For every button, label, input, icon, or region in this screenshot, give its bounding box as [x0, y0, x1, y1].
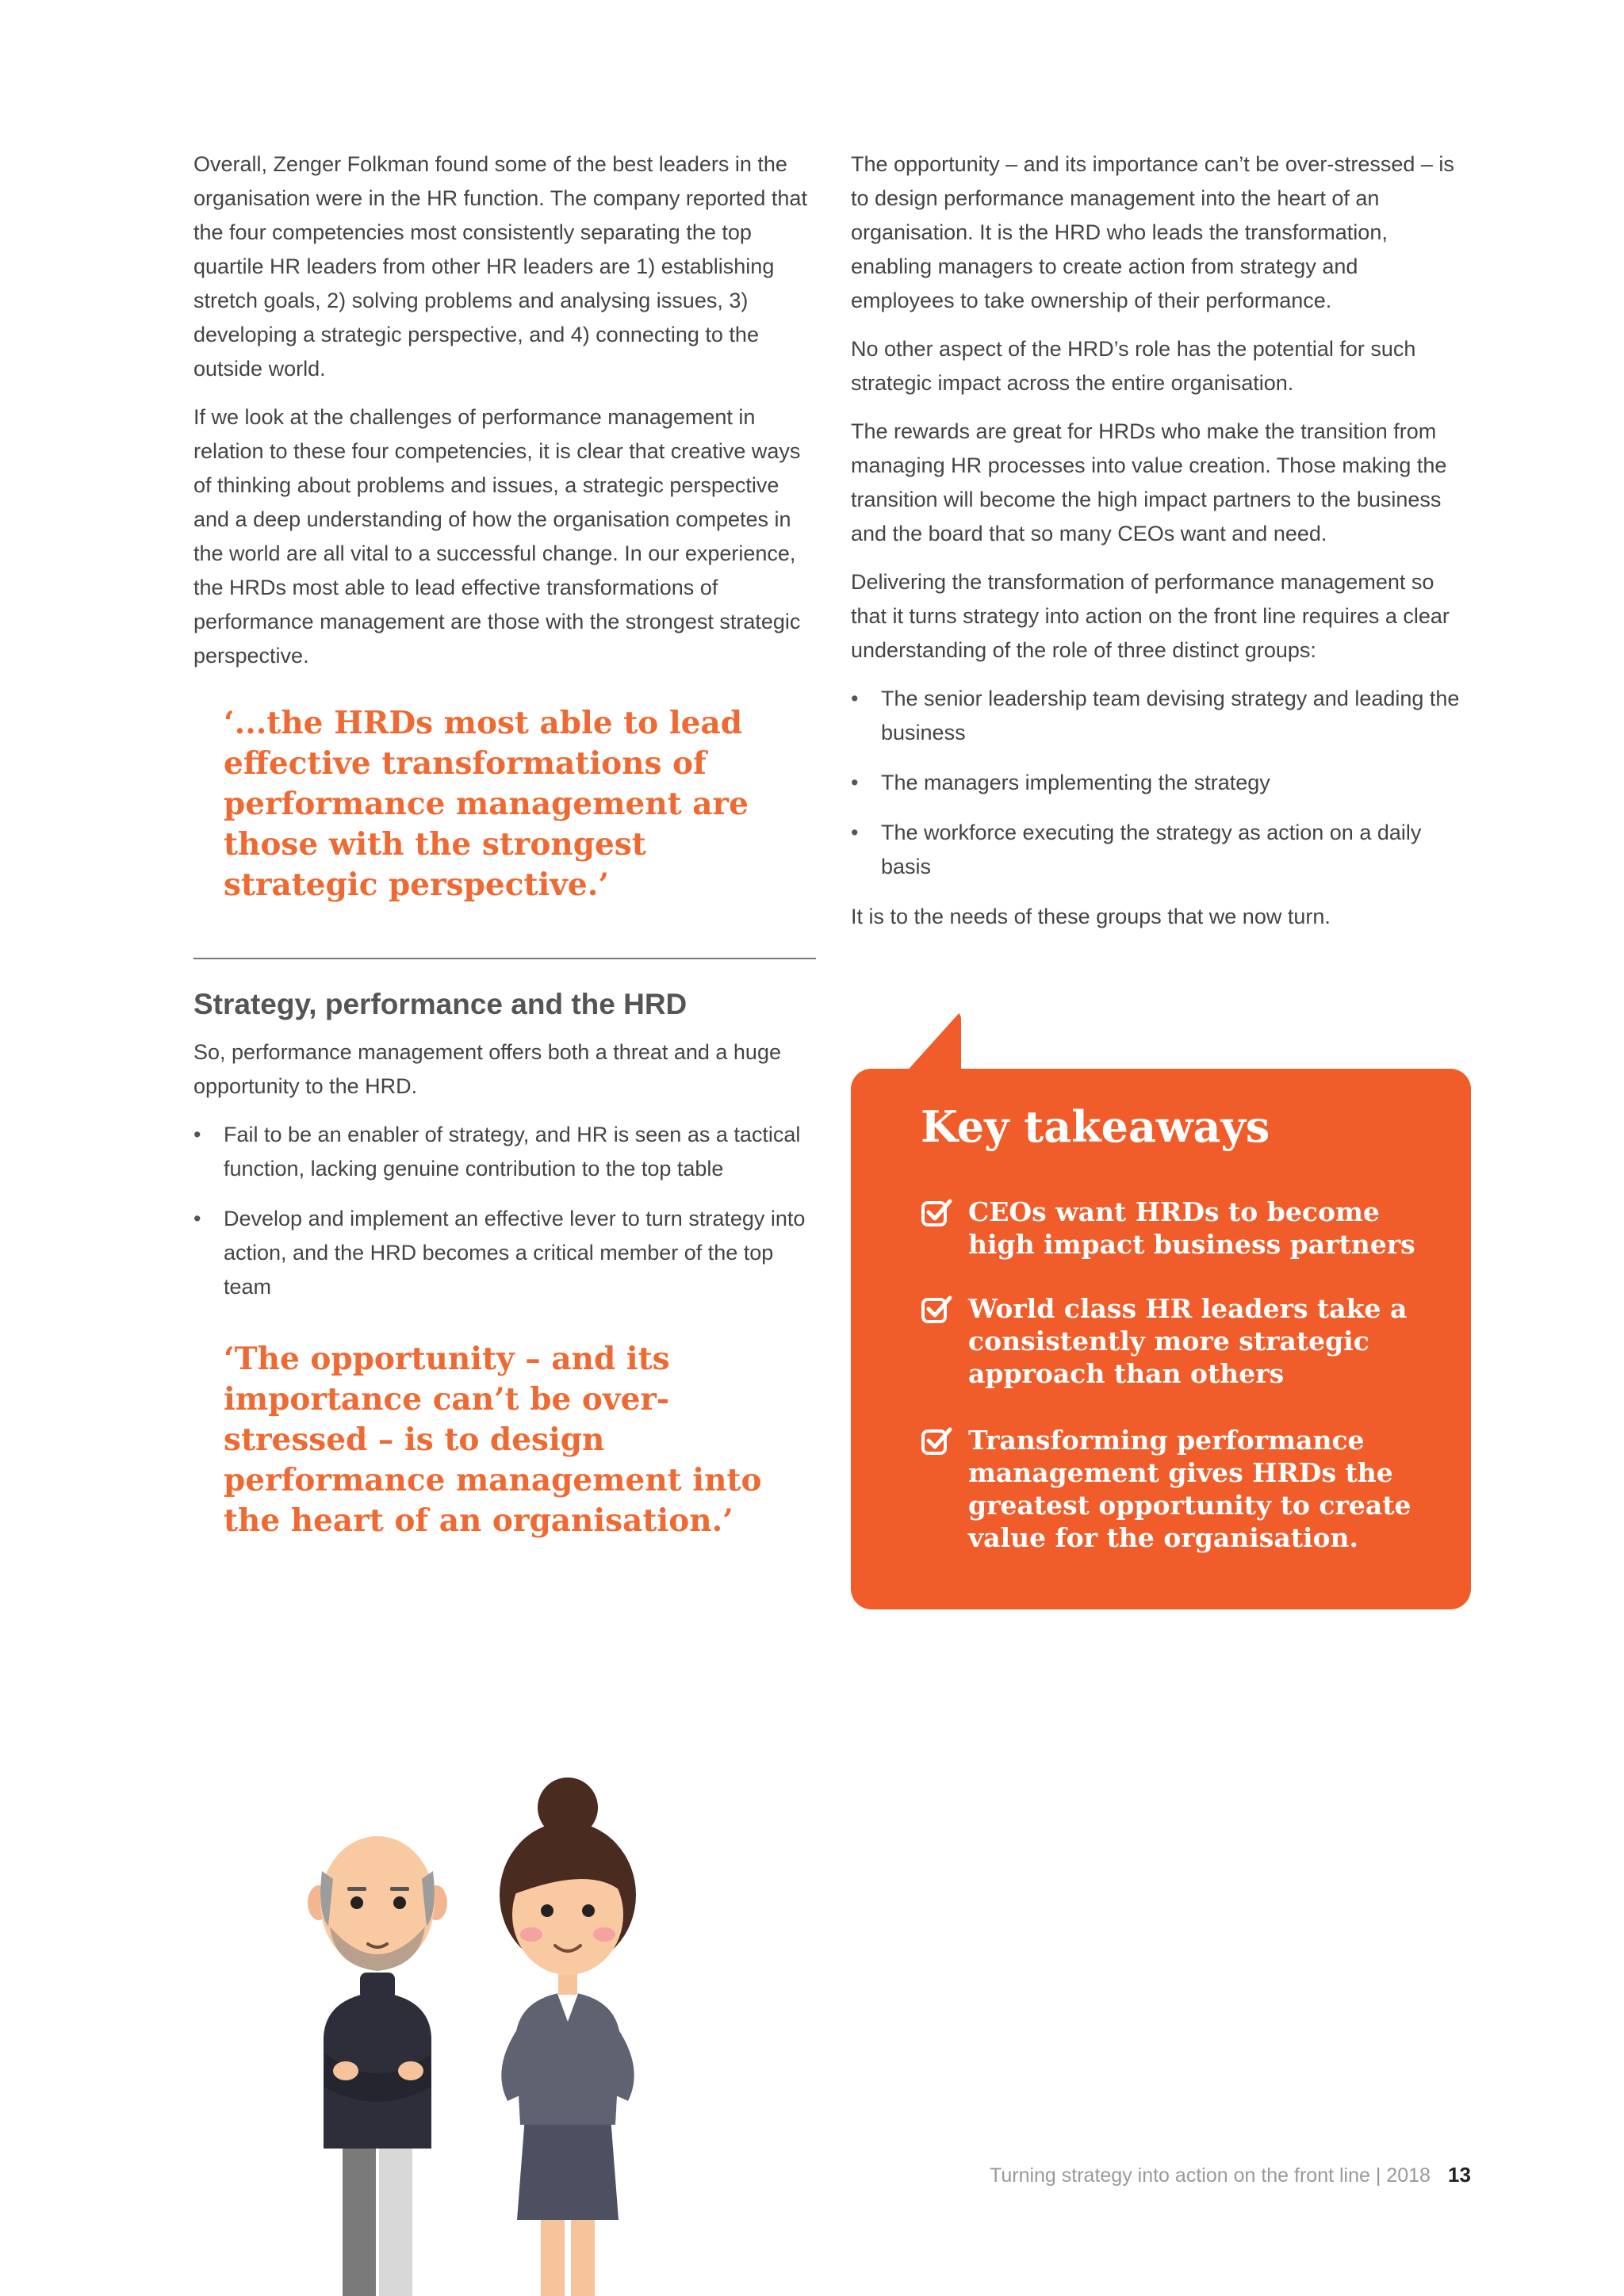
right-bullet-list	[851, 682, 1461, 884]
takeaway-text: World class HR leaders take a consistently more strategic approach than others	[968, 1293, 1408, 1389]
section-divider	[193, 958, 816, 959]
man-figure	[308, 1836, 447, 2296]
takeaway-text: CEOs want HRDs to become high impact business partners	[968, 1196, 1415, 1260]
footer-text: Turning strategy into action on the front line | 2018	[990, 2164, 1431, 2187]
list-item: • Fail to be an enabler of strategy, and HR is seen as a tactical function, lacking genuine contribution to the top table	[193, 1118, 816, 1186]
section-heading: Strategy, performance and the HRD	[193, 988, 688, 1020]
checkbox-check-icon	[921, 1294, 952, 1326]
list-item: • Develop and implement an effective lever to turn strategy into action, and the HRD becomes a critical member of the top team	[193, 1202, 816, 1304]
woman-figure	[500, 1777, 636, 2296]
business-people-illustration	[301, 1776, 682, 2296]
key-takeaways-box	[851, 1069, 1471, 1609]
checkbox-check-icon	[921, 1425, 952, 1457]
takeaway-text: Transforming performance management gives HRDs the greatest opportunity to create value for the organisation.	[968, 1425, 1411, 1553]
list-item: • The managers implementing the strategy	[851, 766, 1461, 800]
left-bullet-list	[193, 1118, 816, 1304]
left-column	[193, 147, 816, 1541]
right-paragraph-4: Delivering the transformation of performance management so that it turns strategy into action on the front line requires a clear understanding of the role of three distinct groups:	[851, 570, 1450, 662]
speech-bubble-tail	[904, 1011, 961, 1074]
right-paragraph-1: The opportunity – and its importance can’t be over-stressed – is to design performance management into the heart of an organisation. It is the HRD who leads the transformation, enabling managers to create action from strategy and employees to take ownership of their performance.	[851, 152, 1454, 312]
takeaway-item	[921, 1424, 1428, 1554]
left-paragraph-1: Overall, Zenger Folkman found some of the best leaders in the organisation were in the HR function. The company reported that the four competencies most consistently separating the top quartile HR leaders from other HR leaders are 1) establishing stretch goals, 2) solving problems and analysing issues, 3) developing a strategic perspective, and 4) connecting to the outside world.	[193, 152, 807, 381]
right-paragraph-5: It is to the needs of these groups that we now turn.	[851, 905, 1331, 928]
left-paragraph-3: So, performance management offers both a threat and a huge opportunity to the HRD.	[193, 1040, 781, 1098]
checkbox-check-icon	[921, 1197, 952, 1229]
pull-quote-2: ‘The opportunity – and its importance can’t be over-stressed – is to design performance management into the heart of an organisation.’	[224, 1341, 762, 1539]
page-number: 13	[1448, 2163, 1471, 2187]
list-item: • The workforce executing the strategy as action on a daily basis	[851, 816, 1461, 884]
takeaway-item	[921, 1196, 1428, 1261]
right-column	[851, 147, 1461, 948]
takeaway-item	[921, 1292, 1428, 1390]
left-paragraph-2: If we look at the challenges of performance management in relation to these four competencies, it is clear that creative ways of thinking about problems and issues, a strategic perspective and a deep understanding of how the organisation competes in the world are all vital to a successful change. In our experience, the HRDs most able to lead effective transformations of performance management are those with the strongest strategic perspective.	[193, 405, 801, 668]
pull-quote-1: ‘...the HRDs most able to lead effective transformations of performance management are those with the strongest strategic perspective.’	[224, 705, 749, 903]
right-paragraph-3: The rewards are great for HRDs who make the transition from managing HR processes into value creation. Those making the transition will become the high impact partners to the business and the board that so many CEOs want and need.	[851, 419, 1447, 545]
list-item: • The senior leadership team devising strategy and leading the business	[851, 682, 1461, 750]
key-takeaways-title: Key takeaways	[921, 1101, 1270, 1152]
right-paragraph-2: No other aspect of the HRD’s role has the potential for such strategic impact across the entire organisation.	[851, 337, 1416, 395]
